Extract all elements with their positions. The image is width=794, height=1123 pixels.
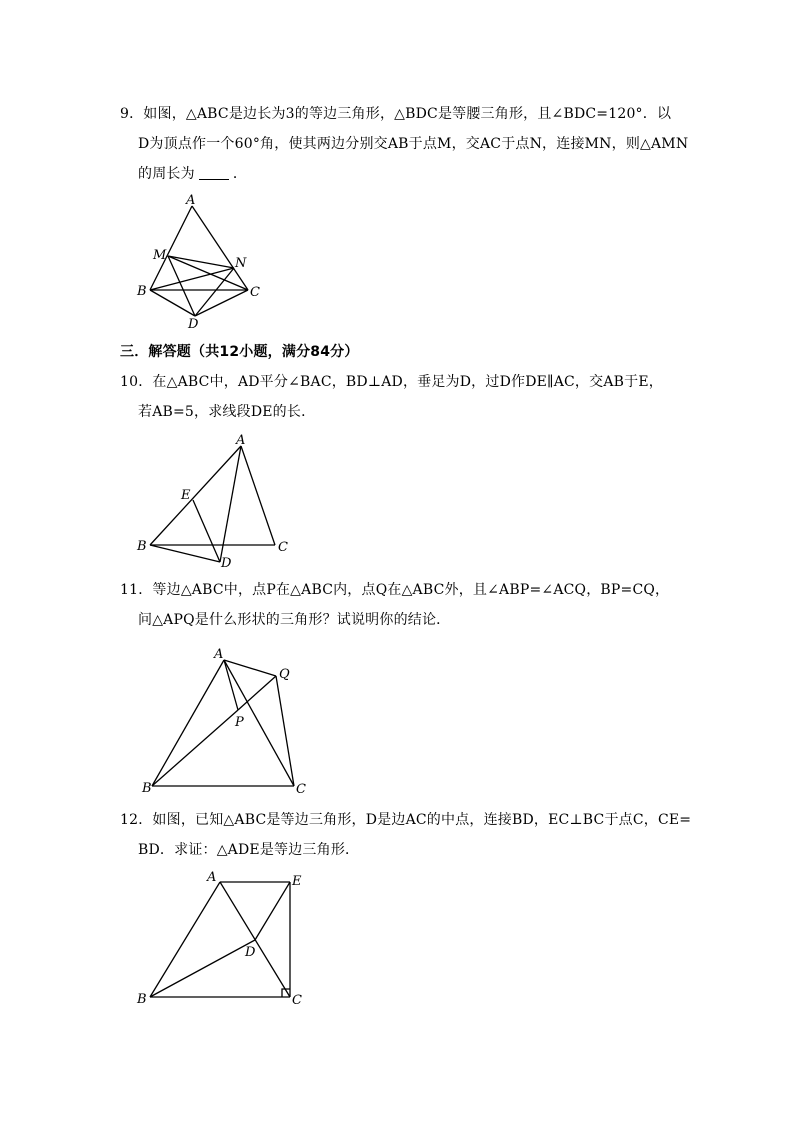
q9-line3-end: ． bbox=[232, 166, 248, 182]
q10-label-e: E bbox=[181, 488, 191, 503]
q11-label-b: B bbox=[142, 781, 152, 796]
q9-line1: 9．如图，△ABC是边长为3的等边三角形，△BDC是等腰三角形，且∠BDC=120°．以 bbox=[120, 106, 672, 122]
q9-label-a: A bbox=[186, 193, 196, 208]
q11-label-c: C bbox=[296, 782, 306, 797]
q11-line1: 11．等边△ABC中，点P在△ABC内，点Q在△ABC外，且∠ABP=∠ACQ，BP=CQ， bbox=[120, 582, 670, 598]
q12-segment-bd bbox=[150, 940, 255, 997]
q9-line3-text: 的周长为 bbox=[138, 166, 195, 182]
q12-label-a: A bbox=[207, 870, 217, 885]
q9-label-m: M bbox=[153, 248, 167, 263]
q12-label-d: D bbox=[245, 945, 256, 960]
q10-label-c: C bbox=[278, 540, 288, 555]
q12-line2: BD．求证：△ADE是等边三角形． bbox=[138, 842, 360, 858]
q11-label-a: A bbox=[214, 647, 224, 662]
q10-label-d: D bbox=[221, 556, 232, 571]
q11-label-p: P bbox=[235, 715, 244, 730]
q12-label-b: B bbox=[137, 992, 147, 1007]
q12-segment-de bbox=[255, 882, 290, 940]
q9-label-d: D bbox=[188, 317, 199, 332]
q12-line1: 12．如图，已知△ABC是等边三角形，D是边AC的中点，连接BD，EC⊥BC于点C，CE= bbox=[120, 812, 692, 828]
q10-label-b: B bbox=[137, 539, 147, 554]
q9-label-c: C bbox=[250, 285, 260, 300]
q9-label-n: N bbox=[235, 256, 247, 271]
q10-label-a: A bbox=[236, 433, 246, 448]
section-title: 三．解答题（共12小题，满分84分） bbox=[120, 344, 359, 360]
q10-line2: 若AB=5，求线段DE的长． bbox=[138, 404, 316, 420]
q9-label-b: B bbox=[137, 284, 147, 299]
q12-label-e: E bbox=[292, 874, 302, 889]
q11-label-q: Q bbox=[279, 667, 290, 682]
q10-line1: 10．在△ABC中，AD平分∠BAC，BD⊥AD，垂足为D，过D作DE∥AC，交AB于E， bbox=[120, 374, 663, 390]
q9-line2: D为顶点作一个60°角，使其两边分别交AB于点M，交AC于点N，连接MN，则△AMN bbox=[138, 136, 689, 152]
q12-label-c: C bbox=[292, 993, 302, 1008]
q11-line2: 问△APQ是什么形状的三角形？试说明你的结论． bbox=[138, 612, 451, 628]
q12-side-ab bbox=[150, 882, 220, 997]
